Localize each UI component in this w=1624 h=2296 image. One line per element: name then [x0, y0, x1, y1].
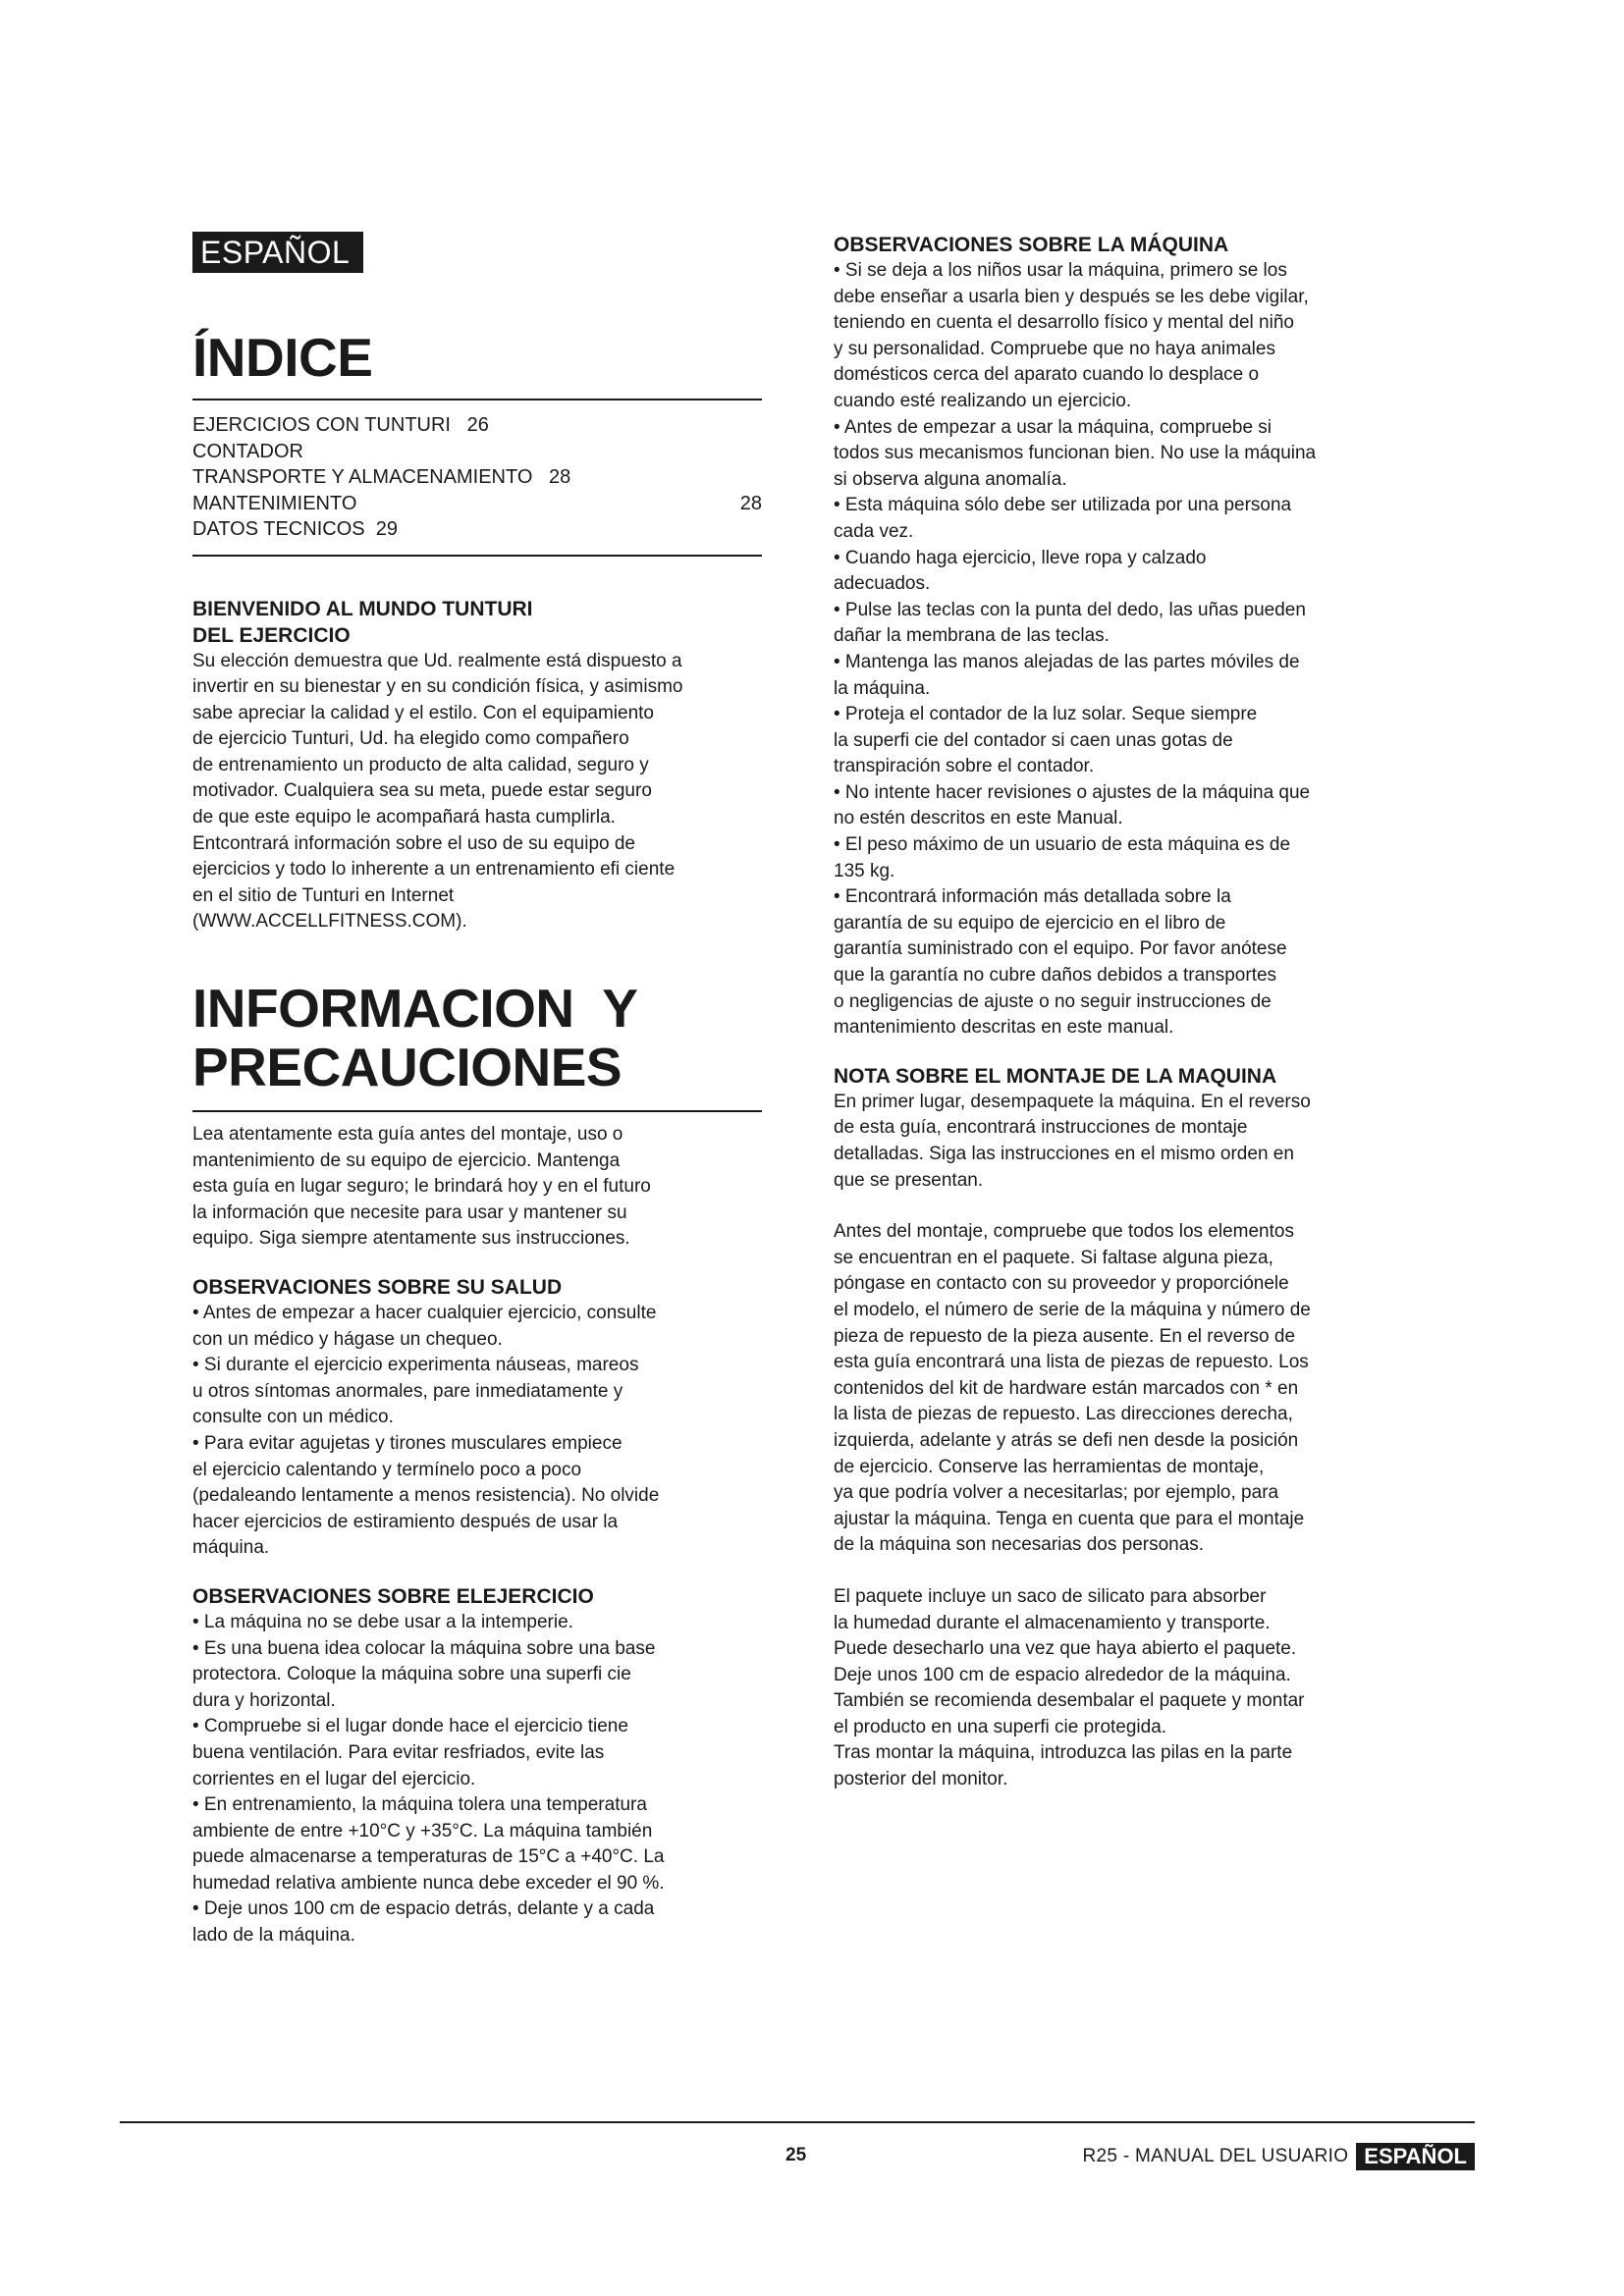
footer-label — [1082, 2143, 1475, 2170]
info-title-line2: PRECAUCIONES — [192, 1037, 623, 1098]
right-column — [834, 232, 1408, 1793]
list-item: • Deje unos 100 cm de espacio detrás, delante y a cada lado de la máquina. — [192, 1898, 655, 1947]
index-item — [192, 412, 762, 439]
list-item: • Pulse las teclas con la punta del dedo, las uñas pueden dañar la membrana de las teclas. — [834, 599, 1306, 647]
machine-heading: OBSERVACIONES SOBRE LA MÁQUINA — [834, 234, 1229, 256]
index-item — [192, 464, 762, 491]
assembly-heading: NOTA SOBRE EL MONTAJE DE LA MAQUINA — [834, 1064, 1277, 1088]
list-item: • Antes de empezar a hacer cualquier ejercicio, consulte con un médico y hágase un chequeo. — [192, 1303, 657, 1350]
list-item: • Proteja el contador de la luz solar. Seque siempre la superfi cie del contador si caen unas gotas de transpiración sobre el contador. — [834, 704, 1258, 777]
list-item: • La máquina no se debe usar a la intemperie. — [192, 1611, 573, 1632]
info-intro: Lea atentamente esta guía antes del montaje, uso o mantenimiento de su equipo de ejercicio. Mantenga esta guía en lugar seguro; le brindará hoy y en el futuro la información que necesite para usar y mantener su equipo. Siga siempre atentamente sus instrucciones. — [192, 1124, 651, 1250]
language-badge: ESPAÑOL — [192, 232, 363, 273]
index-item-label: MANTENIMIENTO — [192, 492, 357, 514]
index-item-label: DATOS TECNICOS 29 — [192, 518, 398, 540]
index-list — [192, 412, 762, 543]
index-item — [192, 516, 762, 543]
machine-list — [834, 258, 1408, 1041]
list-item: • Si durante el ejercicio experimenta náuseas, mareos u otros síntomas anormales, pare inmediatamente y consulte con un médico. — [192, 1355, 639, 1428]
index-item-label: TRANSPORTE Y ALMACENAMIENTO 28 — [192, 466, 571, 488]
assembly-paragraph-1: En primer lugar, desempaquete la máquina. En el reverso de esta guía, encontrará instrucciones de montaje detalladas. Siga las instrucciones en el mismo orden en que se presentan. — [834, 1091, 1311, 1191]
welcome-body: Su elección demuestra que Ud. realmente está dispuesto a invertir en su bienestar y en su condición física, y asimismo sabe apreciar la calidad y el estilo. Con el equipamiento de ejercicio Tunturi, Ud. ha elegido como compañero de entrenamiento un producto de alta calidad, seguro y motivador. Cualquiera sea su meta, puede estar seguro de que este equipo le acompañará hasta cumplirla. Entcontrará información sobre el uso de su equipo de ejercicios y todo lo inherente a un entrenamiento efi ciente en el sitio de Tunturi en Internet (WWW.ACCELLFITNESS.COM). — [192, 650, 683, 933]
info-rule — [192, 1110, 762, 1112]
index-item-label: CONTADOR — [192, 440, 303, 462]
index-item — [192, 439, 762, 465]
index-title: ÍNDICE — [192, 327, 373, 388]
health-list — [192, 1301, 762, 1562]
list-item: • Compruebe si el lugar donde hace el ejercicio tiene buena ventilación. Para evitar resfriados, evite las corrientes en el lugar del ejercicio. — [192, 1716, 628, 1789]
index-item — [192, 491, 762, 517]
index-item-page: 28 — [739, 492, 762, 514]
welcome-heading: BIENVENIDO AL MUNDO TUNTURI DEL EJERCICIO — [192, 597, 533, 647]
exercise-heading: OBSERVACIONES SOBRE ELEJERCICIO — [192, 1584, 594, 1608]
list-item: • Antes de empezar a usar la máquina, compruebe si todos sus mecanismos funcionan bien. No use la máquina si observa alguna anomalía. — [834, 416, 1317, 490]
assembly-paragraph-3: El paquete incluye un saco de silicato para absorber la humedad durante el almacenamiento y transporte. Puede desecharlo una vez que haya abierto el paquete. Deje unos 100 cm de espacio alrededor de la máquina. También se recomienda desembalar el paquete y montar el producto en una superfi cie protegida. Tras montar la máquina, introduzca las pilas en la parte posterior del monitor. — [834, 1585, 1305, 1790]
left-column — [192, 232, 762, 1949]
assembly-paragraph-2: Antes del montaje, compruebe que todos los elementos se encuentran en el paquete. Si faltase alguna pieza, póngase en contacto con su proveedor y proporciónele el modelo, el número de serie de la máquina y número de pieza de repuesto de la pieza ausente. En el reverso de esta guía encontrará una lista de piezas de repuesto. Los contenidos del kit de hardware están marcados con * en la lista de piezas de repuesto. Las direcciones derecha, izquierda, adelante y atrás se defi nen desde la posición de ejercicio. Conserve las herramientas de montaje, ya que podría volver a necesitarlas; por ejemplo, para ajustar la máquina. Tenga en cuenta que para el montaje de la máquina son necesarias dos personas. — [834, 1221, 1311, 1556]
list-item: • Encontrará información más detallada sobre la garantía de su equipo de ejercicio en el libro de garantía suministrado con el equipo. Por favor anótese que la garantía no cubre daños debidos a transportes o negligencias de ajuste o no seguir instrucciones de mantenimiento descritas en este manual. — [834, 886, 1287, 1039]
list-item: • No intente hacer revisiones o ajustes de la máquina que no estén descritos en este Manual. — [834, 781, 1311, 829]
index-rule-top — [192, 399, 762, 400]
list-item: • Es una buena idea colocar la máquina sobre una base protectora. Coloque la máquina sobre una superfi cie dura y horizontal. — [192, 1637, 656, 1711]
footer-language-badge: ESPAÑOL — [1356, 2143, 1475, 2170]
index-rule-bottom — [192, 555, 762, 557]
exercise-list — [192, 1610, 762, 1949]
index-item-label: EJERCICIOS CON TUNTURI 26 — [192, 414, 489, 436]
list-item: • Esta máquina sólo debe ser utilizada por una persona cada vez. — [834, 495, 1292, 542]
list-item: • Si se deja a los niños usar la máquina, primero se los debe enseñar a usarla bien y después se les debe vigilar, teniendo en cuenta el desarrollo físico y mental del niño y su personalidad. Compruebe que no haya animales domésticos cerca del aparato cuando lo desplace o cuando esté realizando un ejercicio. — [834, 260, 1309, 411]
page-number: 25 — [785, 2145, 807, 2165]
footer-rule — [120, 2121, 1475, 2123]
health-heading: OBSERVACIONES SOBRE SU SALUD — [192, 1276, 563, 1299]
list-item: • Cuando haga ejercicio, lleve ropa y calzado adecuados. — [834, 547, 1207, 595]
list-item: • Mantenga las manos alejadas de las partes móviles de la máquina. — [834, 651, 1300, 699]
list-item: • El peso máximo de un usuario de esta máquina es de 135 kg. — [834, 834, 1291, 881]
manual-label: R25 - MANUAL DEL USUARIO — [1082, 2146, 1349, 2166]
list-item: • En entrenamiento, la máquina tolera una temperatura ambiente de entre +10°C y +35°C. La máquina también puede almacenarse a temperaturas de 15°C a +40°C. La humedad relativa ambiente nunca debe exceder el 90 %. — [192, 1794, 665, 1894]
info-title — [192, 979, 762, 1096]
list-item: • Para evitar agujetas y tirones musculares empiece el ejercicio calentando y termínelo poco a poco (pedaleando lentamente a menos resistencia). No olvide hacer ejercicios de estiramiento después de usar la máquina. — [192, 1432, 660, 1559]
info-title-line1: INFORMACION Y — [192, 978, 638, 1040]
